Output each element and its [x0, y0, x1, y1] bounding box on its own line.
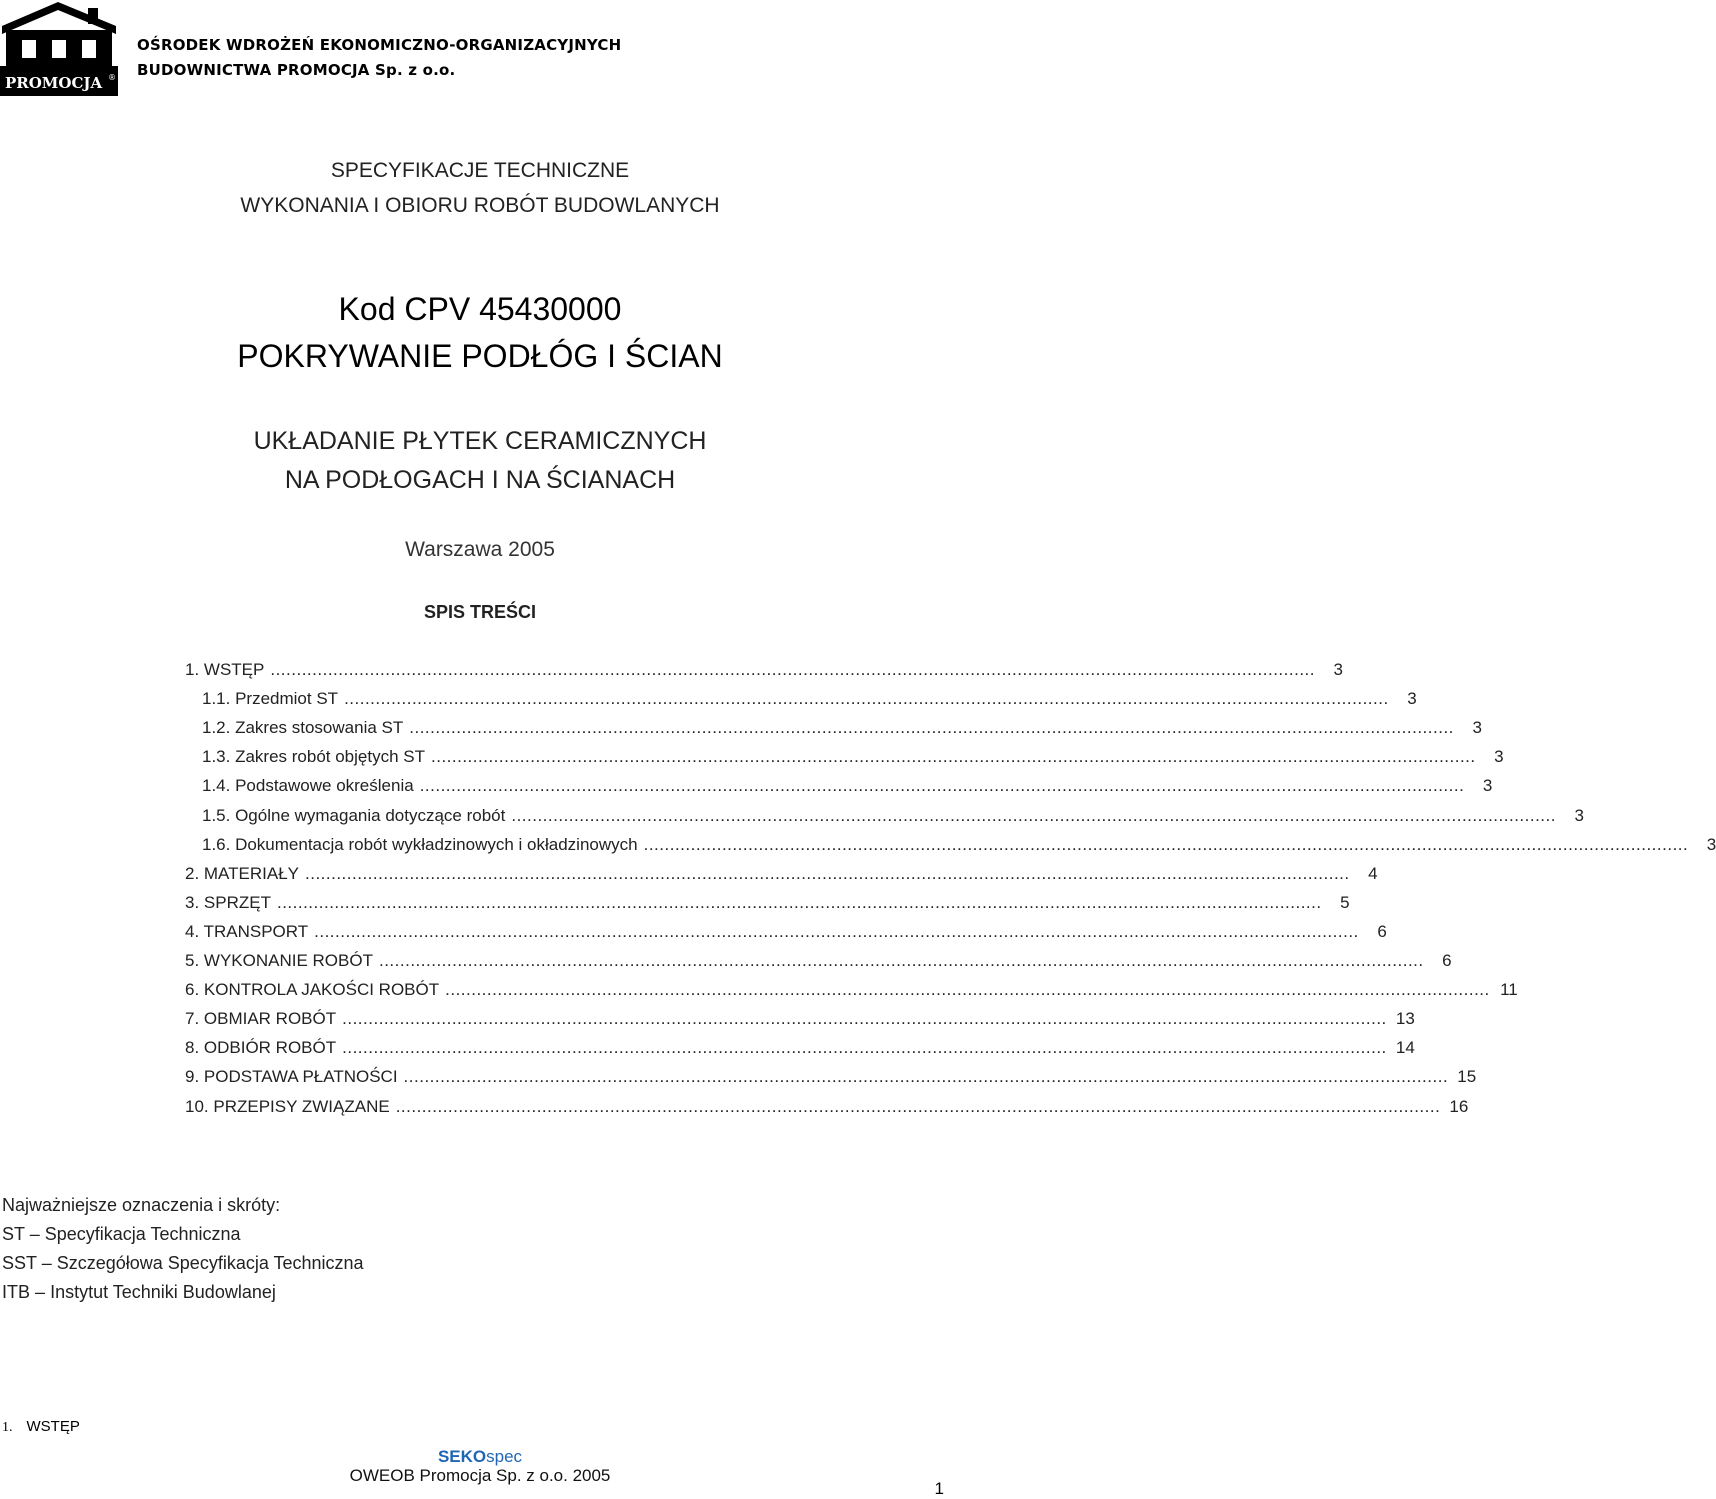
toc-entry-label: 6. KONTROLA JAKOŚCI ROBÓT: [185, 980, 440, 999]
cpv-description: POKRYWANIE PODŁÓG I ŚCIAN: [237, 338, 723, 374]
toc-entry-page: 6: [1442, 951, 1452, 970]
abbreviation-dash: –: [41, 1253, 52, 1273]
toc-entry: [185, 921, 1387, 943]
toc-entry-label: 9. PODSTAWA PŁATNOŚCI: [185, 1067, 398, 1086]
svg-text:®: ®: [108, 73, 116, 82]
toc-entry: [185, 863, 1378, 885]
abbreviations-heading: Najważniejsze oznaczenia i skróty:: [2, 1195, 281, 1215]
toc-entry: [202, 834, 1716, 856]
toc-entry: [185, 1037, 1415, 1059]
toc-entry-page: 6: [1377, 922, 1387, 941]
abbreviation-dash: –: [29, 1224, 40, 1244]
toc-entry-page: 16: [1449, 1097, 1469, 1116]
toc-entry-label: 3. SPRZĘT: [185, 893, 271, 912]
toc-entry-page: 3: [1482, 776, 1493, 795]
toc-leader-dots: ........................................................................................................................................................................................................: [431, 747, 1476, 766]
toc-entry-label: 8. ODBIÓR ROBÓT: [185, 1038, 337, 1057]
toc-entry-label: 10. PRZEPISY ZWIĄZANE: [185, 1097, 390, 1116]
toc-leader-dots: ........................................................................................................................................................................................................: [276, 893, 1322, 912]
sekospec-brand: [0, 1447, 960, 1467]
toc-leader-dots: ........................................................................................................................................................................................................: [403, 1067, 1449, 1086]
house-logo-icon: [0, 0, 118, 98]
svg-text:PROMOCJA: PROMOCJA: [5, 74, 103, 92]
toc-entry-label: 1.1. Przedmiot ST: [202, 689, 339, 708]
toc-leader-dots: ........................................................................................................................................................................................................: [314, 922, 1359, 941]
toc-entry-label: 1.3. Zakres robót objętych ST: [202, 747, 425, 766]
abbreviation-item: [2, 1282, 276, 1303]
abbreviation-dash: –: [35, 1282, 46, 1302]
toc-entry-label: 1.2. Zakres stosowania ST: [202, 718, 404, 737]
toc-entry-page: 3: [1574, 806, 1584, 825]
toc-entry-page: 15: [1457, 1067, 1477, 1086]
toc-leader-dots: ........................................................................................................................................................................................................: [445, 980, 1490, 999]
toc-entry: [185, 1096, 1469, 1118]
organization-name-line2: BUDOWNICTWA PROMOCJA Sp. z o.o.: [137, 61, 456, 79]
toc-entry-page: 5: [1340, 893, 1350, 912]
toc-entry-label: 4. TRANSPORT: [185, 922, 309, 941]
subject-line1: UKŁADANIE PŁYTEK CERAMICZNYCH: [253, 427, 707, 455]
abbreviation-code: ST: [2, 1224, 25, 1244]
document-title-line2: WYKONANIA I OBIORU ROBÓT BUDOWLANYCH: [240, 194, 720, 217]
toc-leader-dots: ........................................................................................................................................................................................................: [409, 718, 1454, 737]
toc-entry-page: 3: [1407, 689, 1417, 708]
toc-entry-page: 3: [1472, 718, 1482, 737]
abbreviation-meaning: Instytut Techniki Budowlanej: [50, 1282, 276, 1302]
toc-entry: [185, 1008, 1415, 1030]
toc-leader-dots: ........................................................................................................................................................................................................: [270, 660, 1315, 679]
cpv-code: Kod CPV 45430000: [338, 291, 622, 327]
toc-entry-page: 13: [1395, 1009, 1415, 1028]
toc-entry: [185, 979, 1518, 1001]
toc-leader-dots: ........................................................................................................................................................................................................: [395, 1097, 1441, 1116]
section-title: WSTĘP: [26, 1418, 80, 1435]
toc-leader-dots: ........................................................................................................................................................................................................: [378, 951, 1424, 970]
abbreviation-meaning: Specyfikacja Techniczna: [44, 1224, 241, 1244]
toc-entry: [185, 659, 1343, 681]
toc-entry-page: 11: [1500, 980, 1518, 999]
toc-entry-page: 3: [1333, 660, 1343, 679]
brand-light: spec: [486, 1447, 523, 1466]
toc-leader-dots: ........................................................................................................................................................................................................: [344, 689, 1389, 708]
promocja-logo: [0, 0, 118, 98]
place-date: Warszawa 2005: [405, 538, 555, 561]
toc-leader-dots: ........................................................................................................................................................................................................: [643, 835, 1689, 854]
toc-entry-page: 3: [1706, 835, 1716, 854]
abbreviation-meaning: Szczegółowa Specyfikacja Techniczna: [56, 1253, 364, 1273]
toc-entry: [202, 746, 1504, 768]
toc-entry-label: 2. MATERIAŁY: [185, 864, 299, 883]
toc-entry-label: 5. WYKONANIE ROBÓT: [185, 951, 373, 970]
toc-entry: [202, 688, 1417, 710]
toc-entry-label: 1. WSTĘP: [185, 660, 265, 679]
document-title-line1: SPECYFIKACJE TECHNICZNE: [330, 159, 630, 182]
brand-bold: SEKO: [437, 1447, 487, 1466]
toc-entry: [202, 775, 1493, 797]
toc-leader-dots: ........................................................................................................................................................................................................: [419, 776, 1465, 795]
abbreviation-code: SST: [2, 1253, 37, 1273]
toc-entry: [185, 950, 1452, 972]
toc-entry-label: 1.5. Ogólne wymagania dotyczące robót: [202, 806, 506, 825]
toc-title: SPIS TREŚCI: [423, 602, 537, 622]
toc-entry-label: 1.4. Podstawowe określenia: [202, 776, 414, 795]
abbreviation-item: [2, 1253, 364, 1274]
section-heading: [2, 1418, 80, 1436]
toc-leader-dots: ........................................................................................................................................................................................................: [305, 864, 1350, 883]
toc-entry-label: 1.6. Dokumentacja robót wykładzinowych i okładzinowych: [202, 835, 638, 854]
toc-entry: [185, 892, 1350, 914]
abbreviation-item: [2, 1224, 241, 1245]
toc-leader-dots: ........................................................................................................................................................................................................: [342, 1009, 1387, 1028]
toc-entry-page: 14: [1395, 1038, 1415, 1057]
toc-entry: [202, 717, 1482, 739]
toc-entry-page: 4: [1368, 864, 1378, 883]
toc-entry-page: 3: [1494, 747, 1504, 766]
toc-leader-dots: ........................................................................................................................................................................................................: [342, 1038, 1387, 1057]
toc-leader-dots: ........................................................................................................................................................................................................: [511, 806, 1556, 825]
abbreviation-code: ITB: [2, 1282, 31, 1302]
organization-name-line1: OŚRODEK WDROŻEŃ EKONOMICZNO-ORGANIZACYJNYCH: [137, 36, 622, 54]
publisher-footer: OWEOB Promocja Sp. z o.o. 2005: [349, 1466, 611, 1485]
section-number: 1.: [2, 1420, 13, 1435]
toc-entry: [202, 805, 1584, 827]
page-number: 1: [934, 1479, 944, 1498]
subject-line2: NA PODŁOGACH I NA ŚCIANACH: [284, 466, 676, 494]
toc-entry: [185, 1066, 1477, 1088]
toc-entry-label: 7. OBMIAR ROBÓT: [185, 1009, 337, 1028]
